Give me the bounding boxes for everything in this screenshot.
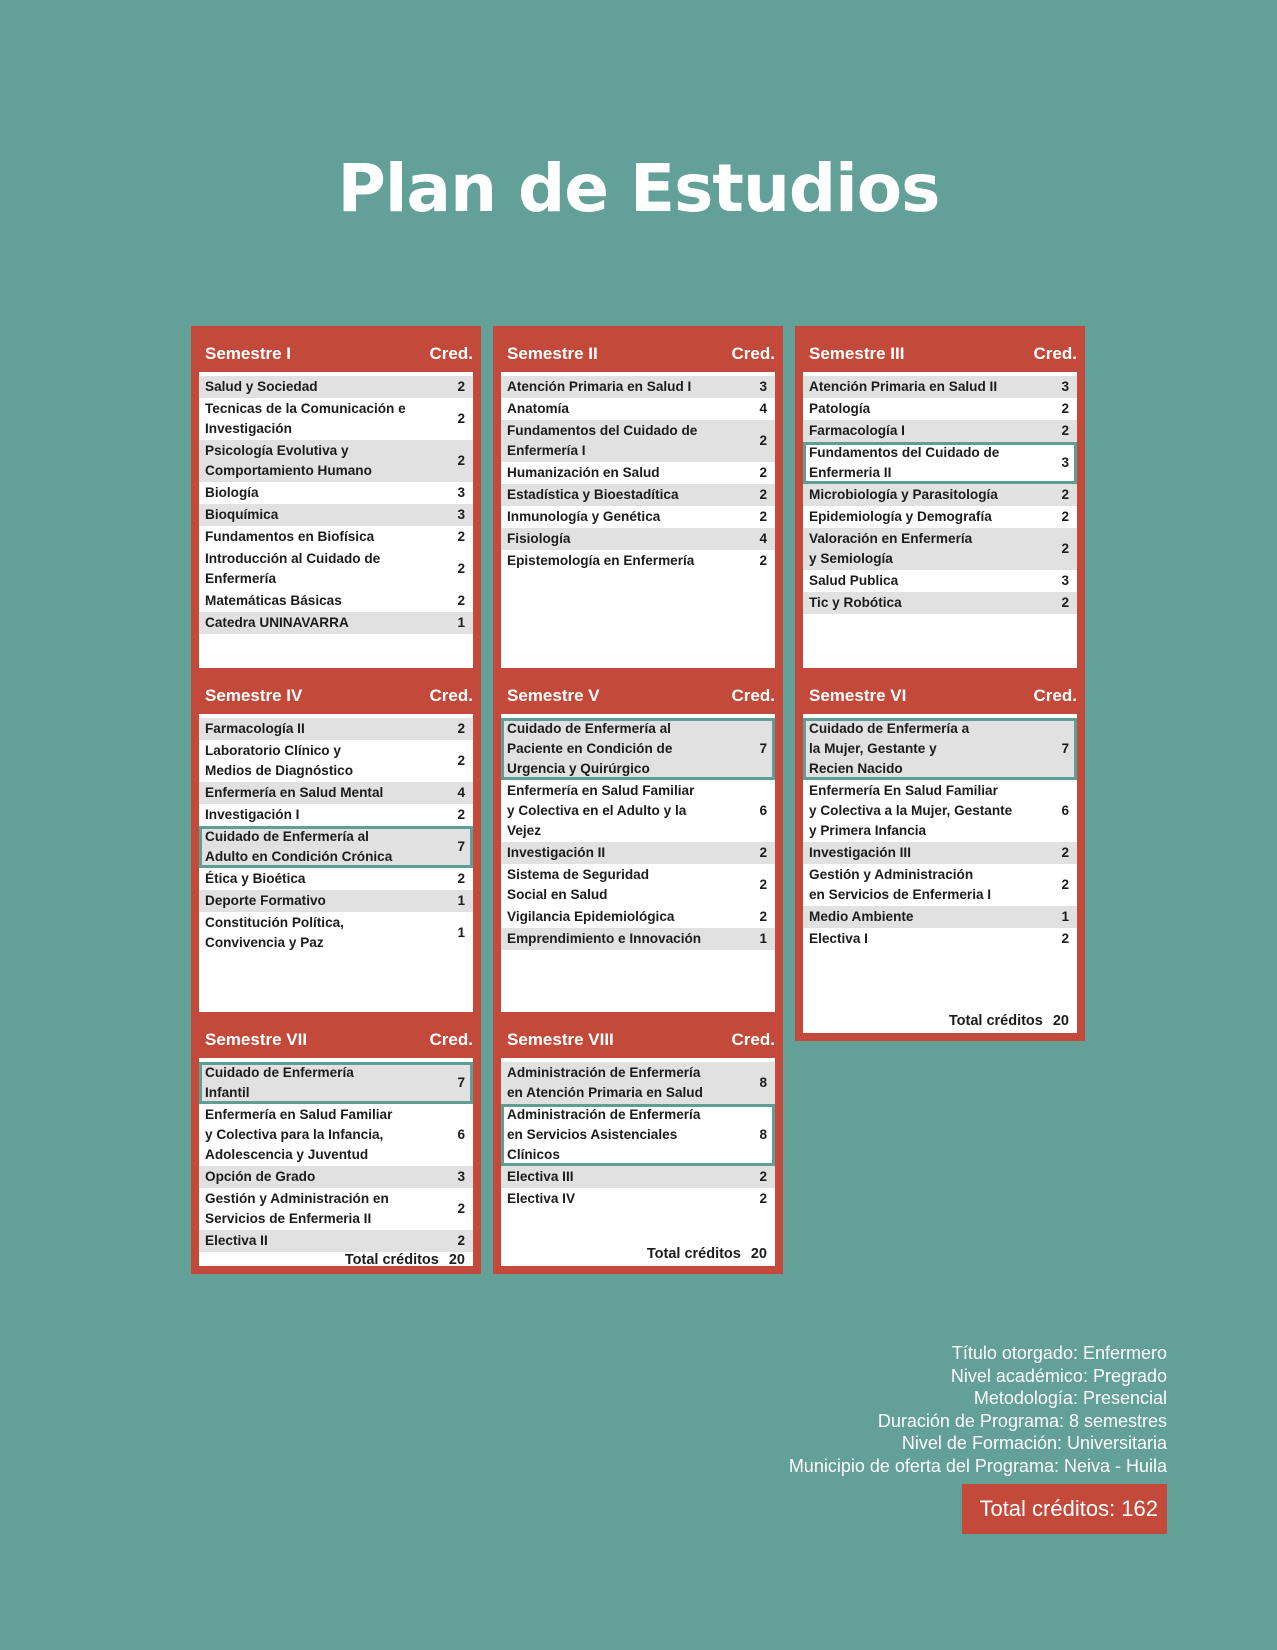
course-name: Patología xyxy=(809,401,871,416)
course-row xyxy=(501,420,775,462)
course-list xyxy=(501,718,775,1013)
course-row xyxy=(199,482,473,504)
course-credits: 2 xyxy=(457,807,465,822)
course-name: Valoración en Enfermería y Semiología xyxy=(809,531,973,566)
course-name: Laboratorio Clínico y Medios de Diagnóstico xyxy=(205,743,354,778)
course-credits: 3 xyxy=(457,507,465,522)
course-name: Investigación II xyxy=(507,845,606,860)
course-credits: 2 xyxy=(457,1201,465,1216)
course-credits: 1 xyxy=(759,931,767,946)
course-name: Enfermería en Salud Mental xyxy=(205,785,384,800)
course-row xyxy=(501,1166,775,1188)
course-name: Psicología Evolutiva y Comportamiento Humano xyxy=(205,443,372,478)
course-row xyxy=(803,376,1077,398)
course-row xyxy=(199,826,473,868)
course-name: Fundamentos del Cuidado de Enfermeria II xyxy=(809,445,1000,480)
course-credits: 2 xyxy=(1061,401,1069,416)
course-credits: 2 xyxy=(457,379,465,394)
course-credits: 2 xyxy=(457,561,465,576)
course-credits: 2 xyxy=(759,1191,767,1206)
credits-header: Cred. xyxy=(731,344,775,363)
info-titulo: Título otorgado: Enfermero xyxy=(951,1343,1167,1363)
course-credits: 2 xyxy=(759,909,767,924)
page-title: Plan de Estudios xyxy=(337,150,940,227)
course-name: Microbiología y Parasitología xyxy=(809,487,998,502)
course-name: Fundamentos en Biofísica xyxy=(205,529,375,544)
course-row xyxy=(199,740,473,782)
course-credits: 3 xyxy=(457,1169,465,1184)
credits-header: Cred. xyxy=(731,686,775,705)
course-row xyxy=(803,484,1077,506)
info-formacion: Nivel de Formación: Universitaria xyxy=(901,1433,1167,1453)
course-row xyxy=(803,864,1077,906)
course-credits: 3 xyxy=(1061,455,1069,470)
course-row xyxy=(501,842,775,864)
course-list xyxy=(199,718,473,1013)
course-name: Humanización en Salud xyxy=(507,465,660,480)
course-row xyxy=(199,398,473,440)
course-credits: 3 xyxy=(457,485,465,500)
semester-total: Total créditos 20 xyxy=(948,1013,1069,1029)
course-row xyxy=(803,928,1077,950)
course-credits: 2 xyxy=(1061,487,1069,502)
course-row xyxy=(803,506,1077,528)
credits-header: Cred. xyxy=(429,344,473,363)
semester-title: Semestre VIII xyxy=(507,1030,614,1049)
credits-header: Cred. xyxy=(731,1030,775,1049)
course-credits: 2 xyxy=(759,1169,767,1184)
course-row xyxy=(199,804,473,826)
course-credits: 6 xyxy=(457,1127,465,1142)
semester-card-7 xyxy=(191,1012,481,1274)
course-row xyxy=(501,1188,775,1210)
course-name: Salud Publica xyxy=(809,573,899,588)
info-metodologia: Metodología: Presencial xyxy=(973,1388,1167,1408)
course-name: Epistemología en Enfermería xyxy=(507,553,695,568)
credits-header: Cred. xyxy=(429,1030,473,1049)
semester-card-5 xyxy=(493,668,783,1041)
course-credits: 3 xyxy=(1061,573,1069,588)
course-row xyxy=(199,548,473,590)
course-name: Electiva I xyxy=(809,931,868,946)
course-row xyxy=(803,570,1077,592)
course-name: Enfermería En Salud Familiar y Colectiva a la Mujer, Gestante y Primera Infancia xyxy=(809,783,1013,838)
course-row xyxy=(199,890,473,912)
course-name: Catedra UNINAVARRA xyxy=(205,615,349,630)
course-credits: 2 xyxy=(759,553,767,568)
course-name: Cuidado de Enfermería a la Mujer, Gestante y Recien Nacido xyxy=(809,721,970,776)
info-nivel: Nivel académico: Pregrado xyxy=(950,1365,1167,1386)
course-credits: 2 xyxy=(759,509,767,524)
course-row xyxy=(803,842,1077,864)
course-row xyxy=(199,612,473,634)
course-name: Electiva II xyxy=(205,1233,268,1248)
course-credits: 2 xyxy=(1061,423,1069,438)
course-credits: 2 xyxy=(759,487,767,502)
semester-card-2 xyxy=(493,326,783,700)
course-name: Vigilancia Epidemiológica xyxy=(507,909,675,924)
course-row xyxy=(501,484,775,506)
course-row xyxy=(803,780,1077,842)
course-row xyxy=(501,718,775,780)
course-credits: 1 xyxy=(457,893,465,908)
course-credits: 7 xyxy=(1061,741,1069,756)
course-list xyxy=(199,1062,473,1252)
course-row xyxy=(501,506,775,528)
course-name: Cuidado de Enfermería al Adulto en Condición Crónica xyxy=(205,829,393,864)
course-name: Atención Primaria en Salud II xyxy=(809,379,998,394)
course-list xyxy=(803,718,1077,1013)
semester-title: Semestre I xyxy=(205,344,291,363)
course-credits: 2 xyxy=(759,433,767,448)
course-name: Deporte Formativo xyxy=(205,893,326,908)
course-credits: 8 xyxy=(759,1075,767,1090)
course-credits: 2 xyxy=(1061,931,1069,946)
course-credits: 4 xyxy=(759,531,767,546)
course-credits: 2 xyxy=(759,465,767,480)
course-name: Biología xyxy=(205,485,259,500)
course-list xyxy=(199,376,473,672)
course-name: Tic y Robótica xyxy=(809,595,902,610)
course-name: Gestión y Administración en Servicios de Enfermeria II xyxy=(205,1191,389,1226)
course-row xyxy=(501,528,775,550)
course-row xyxy=(199,440,473,482)
semester-title: Semestre V xyxy=(507,686,600,705)
course-credits: 2 xyxy=(1061,509,1069,524)
course-credits: 2 xyxy=(457,593,465,608)
course-list xyxy=(501,1062,775,1246)
course-row xyxy=(501,1062,775,1104)
course-row xyxy=(199,1062,473,1104)
course-name: Farmacología I xyxy=(809,423,905,438)
course-name: Electiva IV xyxy=(507,1191,576,1206)
semester-total: Total créditos 20 xyxy=(344,1252,465,1268)
course-credits: 2 xyxy=(1061,845,1069,860)
course-credits: 1 xyxy=(457,615,465,630)
course-row xyxy=(803,718,1077,780)
course-credits: 7 xyxy=(457,839,465,854)
course-credits: 6 xyxy=(759,803,767,818)
course-list xyxy=(501,376,775,672)
course-name: Introducción al Cuidado de Enfermería xyxy=(205,551,381,586)
course-name: Anatomía xyxy=(507,401,569,416)
course-row xyxy=(501,928,775,950)
info-municipio: Municipio de oferta del Programa: Neiva - Huila xyxy=(788,1455,1167,1476)
credits-header: Cred. xyxy=(429,686,473,705)
course-credits: 7 xyxy=(457,1075,465,1090)
course-row xyxy=(199,1166,473,1188)
course-name: Administración de Enfermería en Servicios Asistenciales Clínicos xyxy=(507,1107,701,1162)
course-credits: 2 xyxy=(1061,877,1069,892)
course-name: Cuidado de Enfermería Infantil xyxy=(205,1065,354,1100)
course-name: Constitución Política, Convivencia y Paz xyxy=(205,915,344,950)
course-row xyxy=(199,868,473,890)
course-row xyxy=(501,1104,775,1166)
grand-total-badge: Total créditos: 162 xyxy=(962,1484,1167,1534)
course-row xyxy=(803,420,1077,442)
course-credits: 7 xyxy=(759,741,767,756)
course-name: Administración de Enfermería en Atención Primaria en Salud xyxy=(507,1065,703,1100)
course-name: Medio Ambiente xyxy=(809,909,914,924)
course-row xyxy=(803,442,1077,484)
course-name: Enfermería en Salud Familiar y Colectiva para la Infancia, Adolescencia y Juventud xyxy=(205,1107,393,1162)
course-name: Ética y Bioética xyxy=(205,871,306,886)
course-name: Sistema de Seguridad Social en Salud xyxy=(507,867,650,902)
course-name: Investigación I xyxy=(205,807,300,822)
course-credits: 2 xyxy=(1061,595,1069,610)
course-name: Epidemiología y Demografía xyxy=(809,509,992,524)
info-duracion: Duración de Programa: 8 semestres xyxy=(877,1410,1167,1431)
course-credits: 8 xyxy=(759,1127,767,1142)
course-row xyxy=(199,1104,473,1166)
course-row xyxy=(803,592,1077,614)
course-name: Matemáticas Básicas xyxy=(205,593,342,608)
semester-title: Semestre VI xyxy=(809,686,907,705)
course-credits: 1 xyxy=(457,925,465,940)
course-row xyxy=(199,526,473,548)
semester-title: Semestre III xyxy=(809,344,905,363)
credits-header: Cred. xyxy=(1033,686,1077,705)
semester-total: Total créditos 20 xyxy=(646,1246,767,1262)
course-credits: 2 xyxy=(759,845,767,860)
course-row xyxy=(803,528,1077,570)
course-name: Atención Primaria en Salud I xyxy=(507,379,692,394)
course-row xyxy=(501,906,775,928)
course-credits: 2 xyxy=(457,453,465,468)
semester-card-4 xyxy=(191,668,481,1041)
course-credits: 2 xyxy=(457,871,465,886)
course-name: Emprendimiento e Innovación xyxy=(507,931,702,946)
course-credits: 3 xyxy=(1061,379,1069,394)
course-row xyxy=(501,398,775,420)
course-row xyxy=(199,590,473,612)
course-row xyxy=(803,398,1077,420)
course-credits: 4 xyxy=(759,401,767,416)
course-list xyxy=(803,376,1077,672)
course-credits: 2 xyxy=(457,753,465,768)
semester-card-8 xyxy=(493,1012,783,1274)
course-name: Enfermería en Salud Familiar y Colectiva en el Adulto y la Vejez xyxy=(507,783,695,838)
course-row xyxy=(199,718,473,740)
course-row xyxy=(803,906,1077,928)
course-name: Inmunología y Genética xyxy=(507,509,661,524)
course-name: Gestión y Administración en Servicios de Enfermeria I xyxy=(809,867,992,902)
course-name: Cuidado de Enfermería al Paciente en Condición de Urgencia y Quirúrgico xyxy=(507,721,673,776)
course-row xyxy=(199,1188,473,1230)
course-name: Opción de Grado xyxy=(205,1169,316,1184)
course-name: Salud y Sociedad xyxy=(205,379,318,394)
course-credits: 2 xyxy=(759,877,767,892)
course-row xyxy=(501,376,775,398)
course-credits: 1 xyxy=(1061,909,1069,924)
semester-title: Semestre VII xyxy=(205,1030,308,1049)
course-row xyxy=(199,912,473,954)
course-credits: 2 xyxy=(457,1233,465,1248)
course-row xyxy=(199,1230,473,1252)
course-name: Estadística y Bioestadítica xyxy=(507,487,679,502)
course-credits: 2 xyxy=(457,411,465,426)
course-credits: 4 xyxy=(457,785,465,800)
course-name: Tecnicas de la Comunicación e Investigación xyxy=(205,401,406,436)
course-row xyxy=(501,864,775,906)
program-info xyxy=(789,1342,1167,1477)
course-name: Electiva III xyxy=(507,1169,574,1184)
course-credits: 2 xyxy=(1061,541,1069,556)
credits-header: Cred. xyxy=(1033,344,1077,363)
semester-title: Semestre II xyxy=(507,344,598,363)
course-name: Farmacología II xyxy=(205,721,305,736)
course-row xyxy=(501,780,775,842)
semester-card-1 xyxy=(191,326,481,700)
course-credits: 2 xyxy=(457,529,465,544)
course-credits: 6 xyxy=(1061,803,1069,818)
course-credits: 3 xyxy=(759,379,767,394)
course-name: Fisiología xyxy=(507,531,571,546)
course-row xyxy=(199,782,473,804)
course-row xyxy=(501,550,775,572)
course-row xyxy=(199,504,473,526)
semester-card-3 xyxy=(795,326,1085,700)
course-name: Bioquímica xyxy=(205,507,279,522)
course-credits: 2 xyxy=(457,721,465,736)
course-row xyxy=(501,462,775,484)
course-name: Investigación III xyxy=(809,845,911,860)
course-name: Fundamentos del Cuidado de Enfermería I xyxy=(507,423,698,458)
semester-title: Semestre IV xyxy=(205,686,303,705)
course-row xyxy=(199,376,473,398)
semester-card-6 xyxy=(795,668,1085,1041)
